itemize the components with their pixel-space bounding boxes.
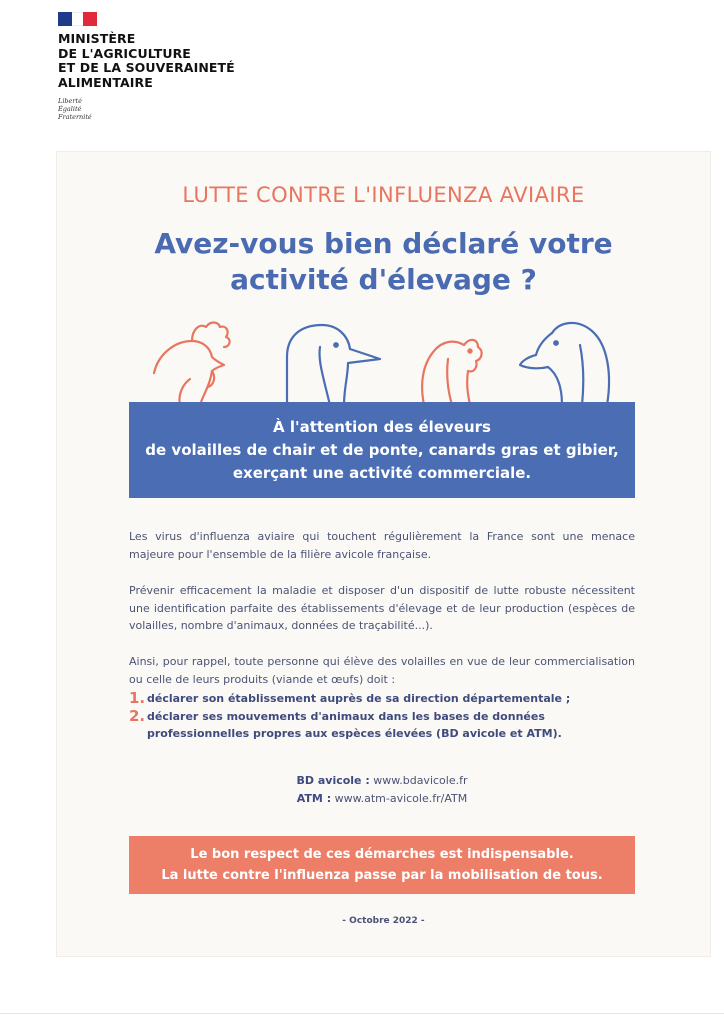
marianne-flag-icon xyxy=(58,12,97,26)
banner-line: exerçant une activité commerciale. xyxy=(232,464,532,482)
publication-date: - Octobre 2022 - xyxy=(342,916,425,926)
ministry-header xyxy=(58,12,235,121)
motto-line: Égalité xyxy=(58,105,82,113)
turkey-icon xyxy=(422,340,481,405)
headline-line: Avez-vous bien déclaré votre xyxy=(154,227,613,260)
audience-banner xyxy=(129,402,635,498)
page-divider xyxy=(0,1013,724,1014)
links-block xyxy=(129,772,635,807)
goose-icon xyxy=(287,325,380,405)
bdavicole-link[interactable]: www.bdavicole.fr xyxy=(373,774,468,787)
step-item xyxy=(129,708,635,743)
banner-line: À l'attention des éleveurs xyxy=(273,418,491,436)
step-number: 1. xyxy=(129,689,146,707)
ministry-line: DE L'AGRICULTURE xyxy=(58,45,191,61)
paragraph: Prévenir efficacement la maladie et disposer d'un dispositif de lutte robuste nécessitent une identification parfaite des établissements d'élevage et de leur production (espèces de volailles, nombre d'animaux, données de traçabilité...). xyxy=(129,584,635,632)
link-line xyxy=(129,790,635,808)
ministry-line: ALIMENTAIRE xyxy=(58,74,153,90)
ministry-name xyxy=(58,32,235,90)
step-item xyxy=(129,690,635,708)
step-text: déclarer ses mouvements d'animaux dans les bases de données professionnelles propres aux espèces élevées (BD avicole et ATM). xyxy=(147,709,562,740)
step-number: 2. xyxy=(129,706,146,725)
ministry-line: ET DE LA SOUVERAINETÉ xyxy=(58,60,235,75)
link-line xyxy=(129,772,635,790)
poultry-illustration xyxy=(152,315,612,405)
atm-link[interactable]: www.atm-avicole.fr/ATM xyxy=(334,791,468,805)
banner-line: de volailles de chair et de ponte, canards gras et gibier, xyxy=(145,441,619,459)
closing-banner xyxy=(129,836,635,894)
poster-headline xyxy=(57,226,710,298)
poster xyxy=(57,152,710,956)
paragraph: Les virus d'influenza aviaire qui touchent régulièrement la France sont une menace majeure pour l'ensemble de la filière avicole française. xyxy=(129,530,635,561)
headline-line: activité d'élevage ? xyxy=(230,263,537,296)
link-label: BD avicole : xyxy=(296,774,370,787)
paragraph: Ainsi, pour rappel, toute personne qui élève des volailles en vue de leur commercialisation ou celle de leurs produits (viande et œufs) doit : xyxy=(129,655,635,686)
closing-line: La lutte contre l'influenza passe par la mobilisation de tous. xyxy=(161,868,603,883)
link-label: ATM : xyxy=(296,791,332,805)
ministry-line: MINISTÈRE xyxy=(58,31,136,46)
republic-motto xyxy=(58,97,235,121)
chicken-icon xyxy=(154,323,230,406)
closing-line: Le bon respect de ces démarches est indispensable. xyxy=(190,847,574,862)
poster-kicker: LUTTE CONTRE L'INFLUENZA AVIAIRE xyxy=(182,183,585,207)
step-text: déclarer son établissement auprès de sa direction départementale ; xyxy=(147,692,571,705)
motto-line: Fraternité xyxy=(58,113,92,121)
motto-line: Liberté xyxy=(58,97,82,105)
steps-list xyxy=(129,690,635,743)
duck-icon xyxy=(520,323,609,405)
